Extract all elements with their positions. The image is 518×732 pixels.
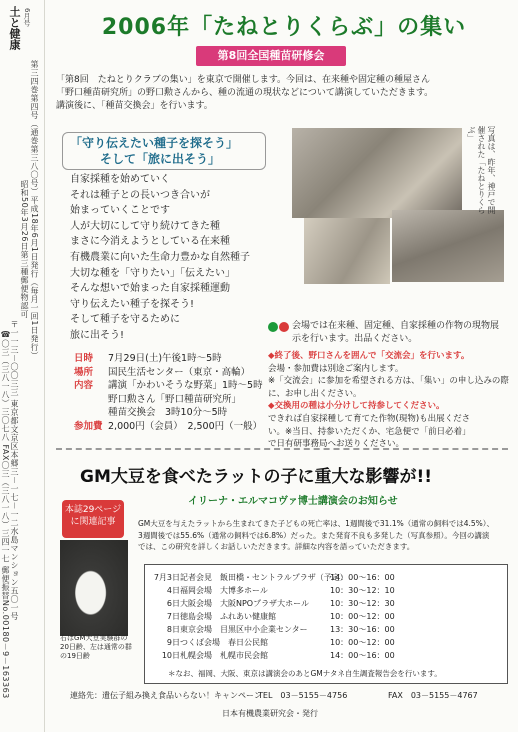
schedule-time: 14：00～16：00	[330, 573, 395, 582]
poem-line: 有機農業に向いた生命力豊かな自然種子	[70, 251, 250, 263]
place-label: 場所	[74, 366, 94, 378]
schedule-city: 東京会場 目黒区中小企業センター	[180, 625, 308, 634]
poem-line: 守り伝えたい種子を探そう!	[70, 298, 195, 310]
poem-line: そんな想いで始まった自家採種運動	[70, 283, 230, 295]
fee-label: 参加費	[74, 420, 103, 432]
note-line: できれば自家採種して育てた作物(現物)も出展くださ	[268, 413, 471, 424]
gm-body-text	[138, 518, 504, 553]
schedule-row	[150, 598, 395, 609]
poem-line: そして種子を守るために	[70, 314, 180, 326]
intro-line: 「第8回 たねとりクラブの集い」を東京で開催します。今回は、在来種や固定種の種屋さん	[56, 75, 431, 85]
sidebar-publication-line: 第三四巻第四号（通巻第三八〇号）平成18年6月1日発行（毎月一回1日発行）	[30, 60, 39, 360]
intro-line: 講演後に、「種苗交換会」を行います。	[56, 101, 213, 111]
schedule-note: ＊なお、福岡、大阪、東京は講演会のあとGMナタネ自生調査報告会を行います。	[168, 669, 442, 678]
schedule-city: 記者会見 飯田橋・セントラルプラザ（予定）	[180, 573, 348, 582]
schedule-day: 4日	[166, 586, 180, 595]
magazine-name: 土と健康	[8, 6, 21, 50]
schedule-time: 10：00～12：00	[330, 638, 395, 647]
green-dot-icon	[268, 322, 278, 332]
schedule-day: 6日	[166, 599, 180, 608]
schedule-row	[150, 650, 395, 661]
note-line: ◆交換用の種は小分けして持参してください。	[268, 401, 445, 412]
red-dot-icon	[279, 322, 289, 332]
gm-headline: GM大豆を食べたラットの子に重大な影響が!!	[80, 467, 433, 487]
schedule-city: つくば会場 春日公民館	[180, 638, 268, 647]
schedule-time: 14：00～16：00	[330, 651, 395, 660]
poem-line: それは種子との長いつき合いが	[70, 189, 210, 201]
rat-photo-caption: 右はGM大豆実験群の20日齢、左は通常の群の19日齢	[60, 634, 132, 660]
poem-line: 旅に出そう!	[70, 329, 125, 341]
content-value: 野口勲さん「野口種苗研究所」	[108, 393, 242, 405]
note-line: ◆終了後、野口さんを囲んで「交流会」を行います。	[268, 351, 470, 361]
gm-body-line: 3週間後では55.6%（通常の飼料では6.8%）だった。また発育不良も多発した（写真参照）。今回の講演	[138, 530, 490, 540]
schedule-day: 8日	[166, 625, 180, 634]
sidebar-phone-line: ☎〇三（三八一八）三〇七八 FAX〇三（三八一八）三四一七 郵便振替No.00180－9－163363	[1, 330, 10, 699]
contact-name: 連絡先：遺伝子組み換え食品いらない！キャンペーン	[70, 691, 262, 700]
poem-text	[70, 172, 290, 344]
section-divider	[56, 448, 508, 450]
photo-caption: 写真は、昨年、神戸で開催された「たねとりくらぶ」	[467, 126, 496, 214]
issue-month: 6月号	[23, 8, 31, 27]
poem-line: 自家採種を始めていく	[70, 174, 170, 185]
rat-photo	[60, 540, 128, 636]
note-line: 会場・参加費は別途ご案内します。	[268, 363, 404, 374]
schedule-row	[150, 624, 395, 635]
schedule-day: 10日	[161, 651, 180, 660]
schedule-day: 7日	[166, 612, 180, 621]
content-row	[74, 393, 274, 407]
gm-body-line: では、この研究を詳しくお話しいただきます。詳細な内容を語っていただきます。	[138, 542, 415, 551]
poem-line: 人が大切にして守り続けてきた種	[70, 220, 220, 232]
poem-line: まさに今消えようとしている在来種	[70, 236, 230, 248]
page-title: 2006年「たねとりくらぶ」の集い	[101, 15, 467, 40]
schedule-day: 7月3日	[153, 573, 180, 582]
schedule-time: 10：30～12：30	[330, 599, 395, 608]
intro-line: 「野口種苗研究所」の野口勲さんから、種の流通の現状などについて講演していただきます。	[56, 88, 434, 98]
event-photo-audience	[292, 128, 462, 218]
date-row	[74, 352, 274, 366]
content-label: 内容	[74, 380, 94, 391]
schedule-city: 福岡会場 大博多ホール	[180, 586, 268, 595]
gm-subtitle: イリーナ・エルマコヴァ博士講演会のお知らせ	[188, 496, 398, 507]
event-photo-exchange	[392, 210, 504, 282]
fee-row	[74, 420, 274, 434]
date-label: 日時	[74, 353, 94, 364]
content-value: 講演「かわいそうな野菜」1時～5時	[108, 380, 263, 391]
sidebar-permit-line: 昭和50年3月26日第三種郵便物認可	[20, 180, 29, 319]
gm-body-line: GM大豆を与えたラットから生まれてきた子どもの死亡率は、1週間後で31.1%（通常の飼料では4.5%）、	[138, 519, 495, 528]
place-row	[74, 366, 274, 380]
event-photo-display	[304, 218, 390, 284]
note-line: ※「交流会」に参加を希望される方は、「集い」の申し込みの際	[268, 376, 509, 387]
event-notes	[268, 350, 509, 451]
contact-fax: FAX 03－5155－4767	[388, 691, 478, 700]
venue-dots-icon	[268, 322, 292, 332]
slogan-line-2: そして「旅に出そう」	[100, 152, 221, 166]
related-article-badge: 本誌29ページに関連記事	[62, 500, 124, 538]
schedule-row	[150, 585, 395, 596]
note-line: に、お申し出ください。	[268, 388, 362, 399]
publisher: 日本有機農業研究会・発行	[222, 709, 318, 718]
note-line: で日有研事務局へお送りください。	[268, 439, 405, 450]
contact-tel: TEL 03－5155－4756	[258, 691, 348, 700]
fee-value: 2,000円（会員） 2,500円（一般）	[108, 420, 263, 432]
content-row	[74, 406, 274, 420]
schedule-time: 10：00～12：00	[330, 612, 395, 621]
schedule-row	[150, 637, 395, 648]
content-value: 種苗交換会 3時10分～5時	[108, 407, 228, 418]
schedule-time: 10：30～12：10	[330, 586, 395, 595]
sidebar-margin	[0, 0, 45, 732]
schedule-city: 札幌会場 札幌市民会館	[180, 651, 268, 660]
slogan-line-1: 「守り伝えたい種子を探そう」	[70, 136, 239, 150]
poem-line: 始まっていくことです	[70, 205, 170, 217]
sidebar-address-line: 〒一一三－〇〇三三 東京都文京区本郷三－一七－一二水島マンション五〇一号	[10, 320, 19, 621]
seminar-subtitle: 第8回全国種苗研修会	[196, 46, 346, 66]
content-row	[74, 379, 274, 393]
schedule-row	[150, 611, 395, 622]
event-details	[74, 352, 274, 433]
schedule-city: 徳島会場 ふれあい健康館	[180, 612, 276, 621]
note-line: い。※当日、持参いただくか、宅急便で「前日必着」	[268, 426, 471, 437]
intro-text	[56, 74, 498, 113]
schedule-row	[150, 572, 395, 583]
place-value: 国民生活センター（東京・高輪）	[108, 366, 251, 378]
schedule-day: 9日	[166, 638, 180, 647]
schedule-time: 13：30～16：00	[330, 625, 395, 634]
date-value: 7月29日(土)午後1時～5時	[108, 353, 222, 364]
schedule-city: 大阪会場 大阪NPOプラザ大ホール	[180, 599, 309, 608]
venue-note-text: 会場では在来種、固定種、自家採種の作物の現物展示を行います。出品ください。	[292, 321, 500, 344]
poem-line: 大切な種を「守りたい」「伝えたい」	[70, 267, 235, 279]
